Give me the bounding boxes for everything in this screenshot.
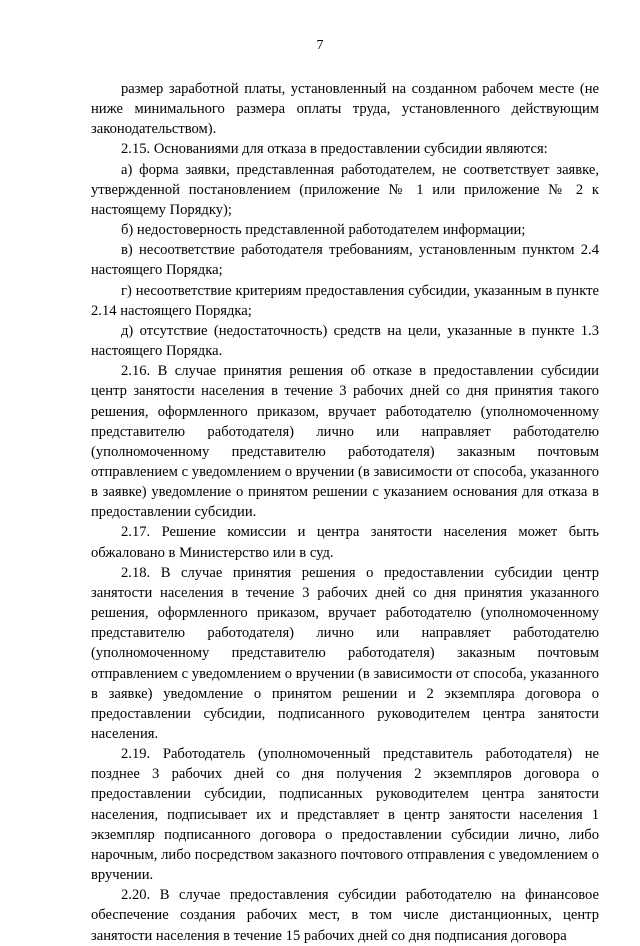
paragraph-2-18: 2.18. В случае принятия решения о предоставлении субсидии центр занятости населения в течение 3 рабочих дней со дня принятия указанного решения, оформленного приказом, вручает работодателю (уполномоченному представителю работодателя) лично или направляет работодателю (уполномоченному представителю работодателя) заказным почтовым отправлением с уведомлением о вручении (в зависимости от способа, указанного в заявке) уведомление о принятом решении и 2 экземпляра договора о предоставлении субсидии, подписанного руководителем центра занятости населения. bbox=[91, 564, 599, 742]
paragraph-2-15-v: в) несоответствие работодателя требованиям, установленным пунктом 2.4 настоящего Порядка; bbox=[91, 242, 599, 279]
paragraph-2-15-a: а) форма заявки, представленная работодателем, не соответствует заявке, утвержденной постановлением (приложение № 1 или приложение № 2 к настоящему Порядку); bbox=[91, 161, 599, 218]
paragraph-continuation: размер заработной платы, установленный на созданном рабочем месте (не ниже минимального размера оплаты труда, установленного действующим законодательством). bbox=[91, 81, 599, 138]
paragraph-2-17: 2.17. Решение комиссии и центра занятости населения может быть обжаловано в Министерство или в суд. bbox=[91, 524, 599, 561]
paragraph-2-15-g: г) несоответствие критериям предоставления субсидии, указанным в пункте 2.14 настоящего Порядка; bbox=[91, 282, 599, 319]
page-number: 7 bbox=[316, 38, 324, 53]
document-body bbox=[91, 79, 599, 946]
paragraph-2-16: 2.16. В случае принятия решения об отказе в предоставлении субсидии центр занятости населения в течение 3 рабочих дней со дня принятия такого решения, оформленного приказом, вручает работодателю (уполномоченному представителю работодателя) лично или направляет работодателю (уполномоченному представителю работодателя) заказным почтовым отправлением с уведомлением о вручении (в зависимости от способа, указанного в заявке) уведомление о принятом решении с указанием основания для отказа в предоставлении субсидии. bbox=[91, 363, 599, 521]
paragraph-2-19: 2.19. Работодатель (уполномоченный представитель работодателя) не позднее 3 рабочих дней со дня получения 2 экземпляров договора о предоставлении субсидии, подписанных руководителем центра занятости населения, подписывает их и представляет в центр занятости населения 1 экземпляр подписанного договора о предоставлении субсидии лично, либо нарочным, либо посредством заказного почтового отправления с уведомлением о вручении. bbox=[91, 746, 599, 884]
paragraph-2-20: 2.20. В случае предоставления субсидии работодателю на финансовое обеспечение создания рабочих мест, в том числе дистанционных, центр занятости населения в течение 15 рабочих дней со дня подписания договора bbox=[91, 887, 599, 944]
paragraph-2-15: 2.15. Основаниями для отказа в предоставлении субсидии являются: bbox=[121, 141, 548, 158]
paragraph-2-15-b: б) недостоверность представленной работодателем информации; bbox=[121, 222, 526, 239]
paragraph-2-15-d: д) отсутствие (недостаточность) средств на цели, указанные в пункте 1.3 настоящего Порядка. bbox=[91, 322, 599, 360]
